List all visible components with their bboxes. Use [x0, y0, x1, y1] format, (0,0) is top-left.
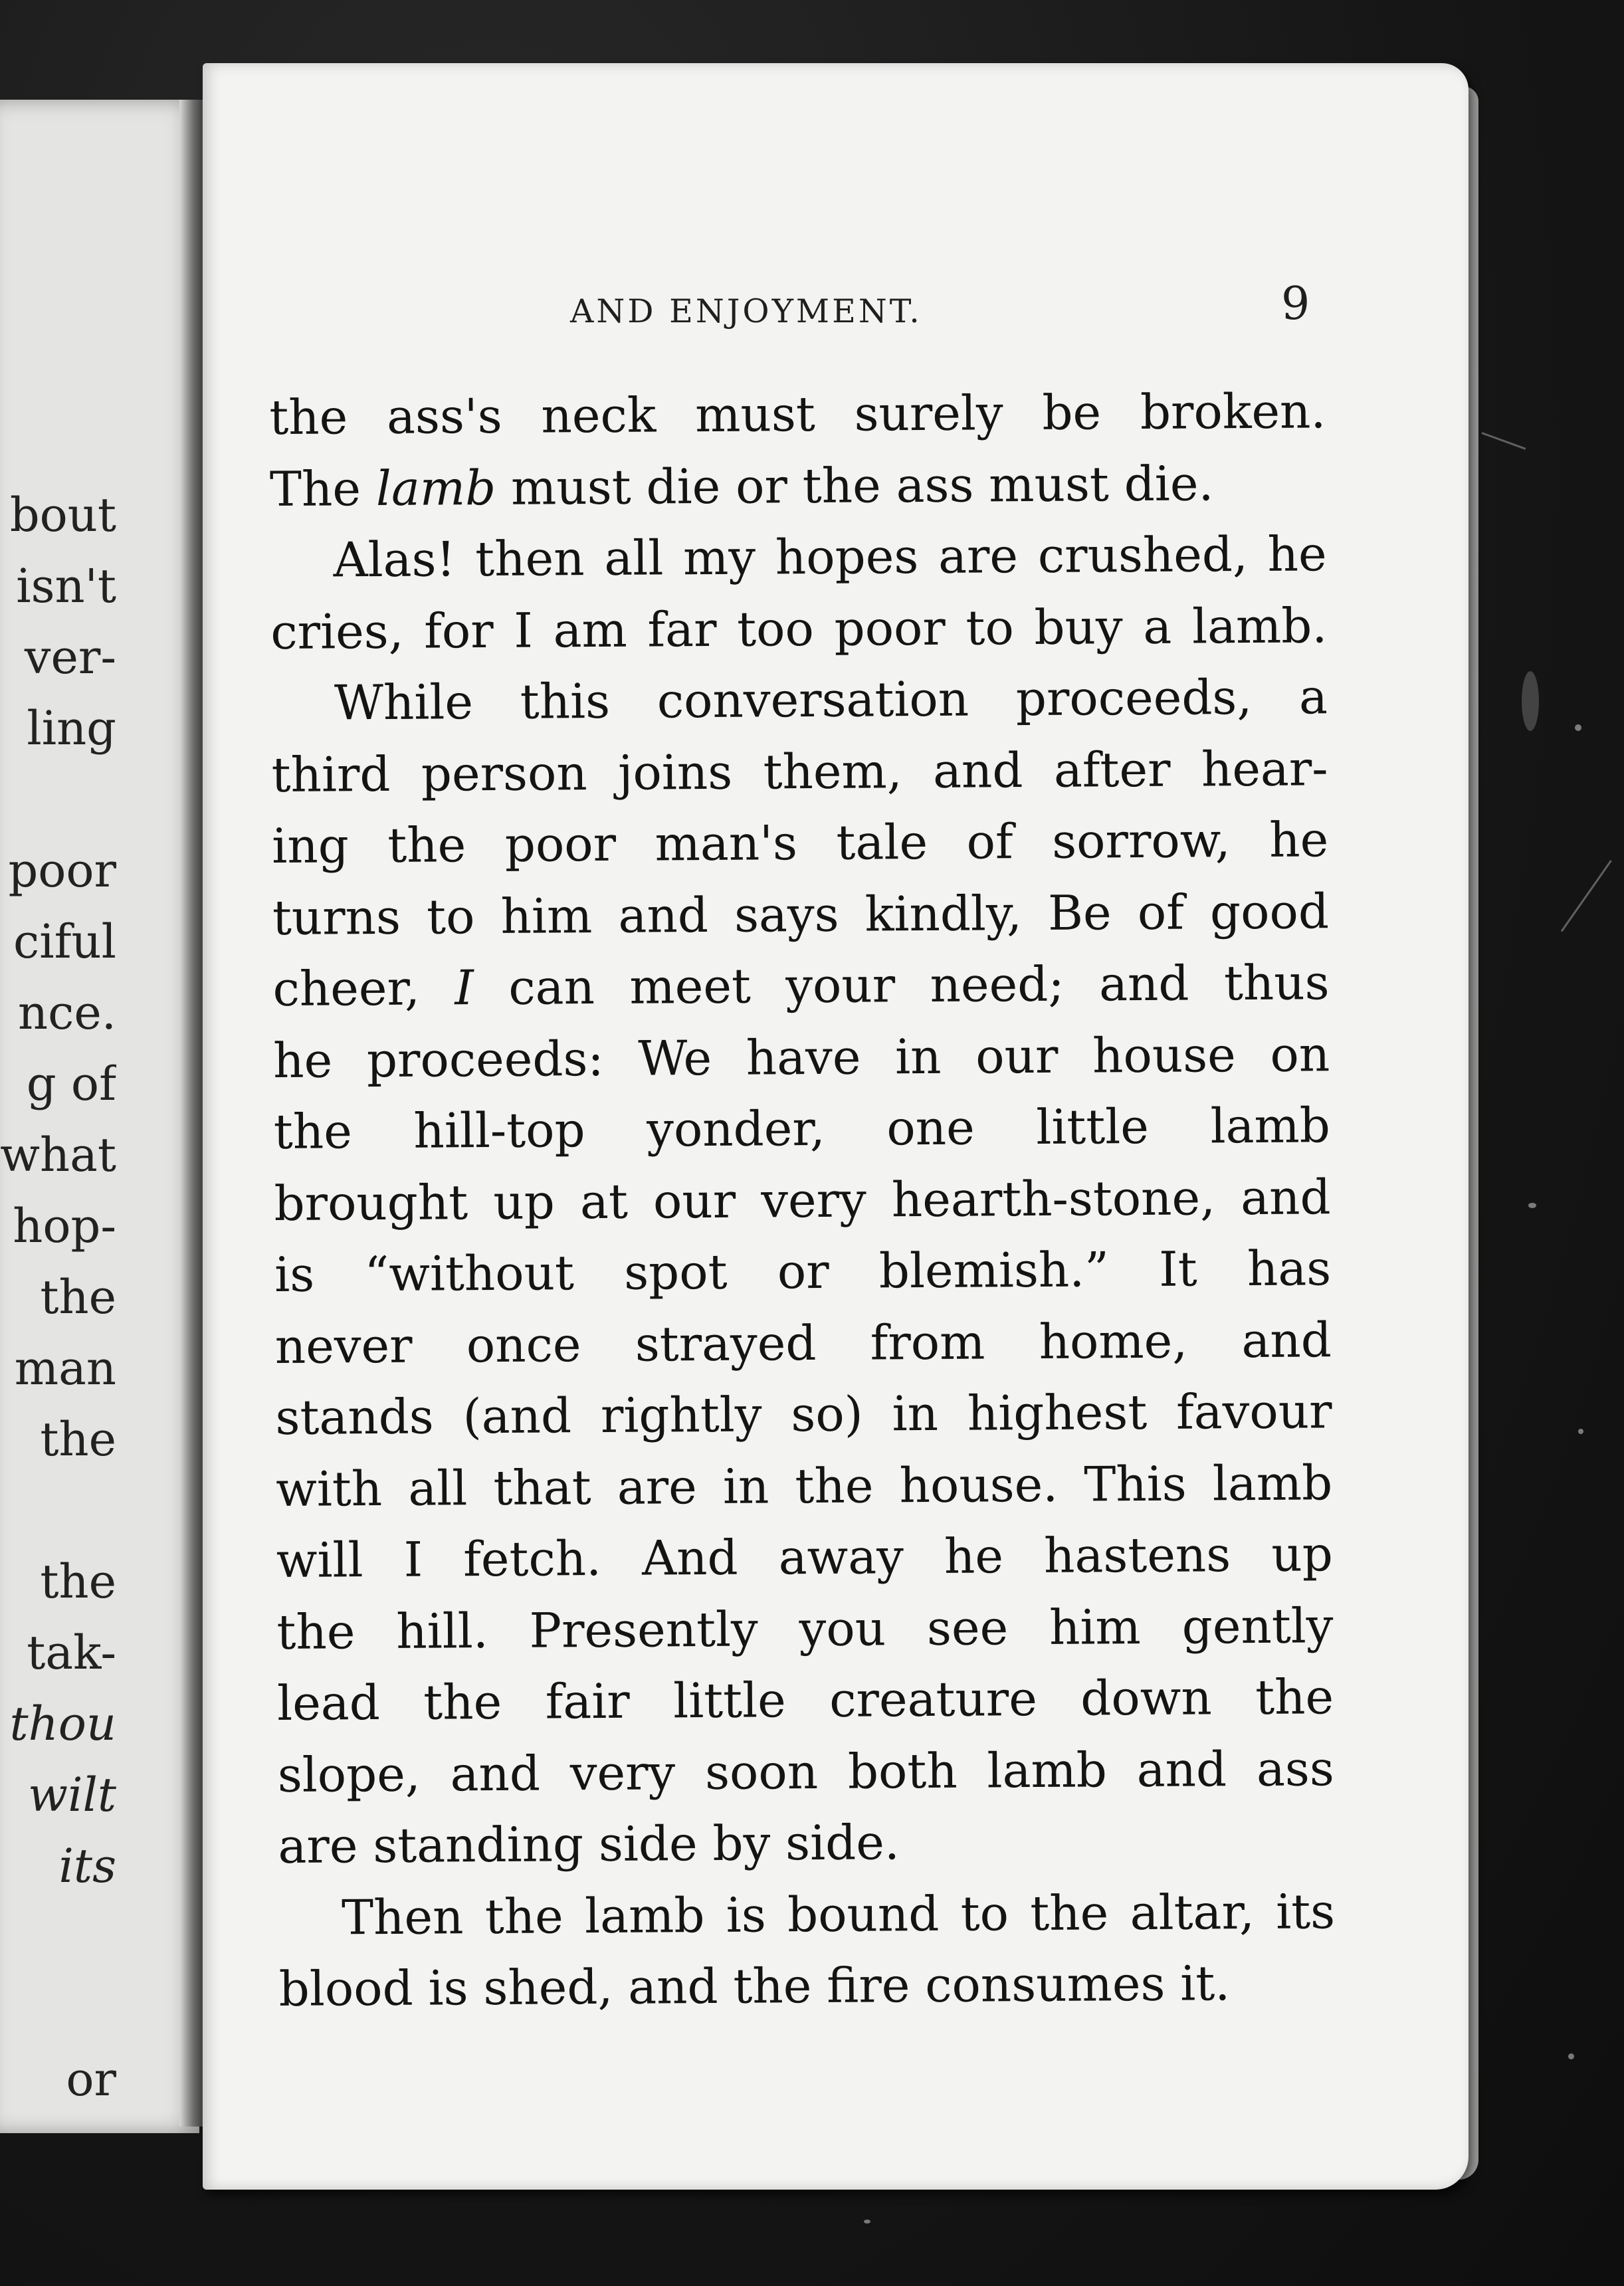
italic-word: I [455, 960, 474, 1016]
text-line: While this conversation proceeds, a [334, 669, 1328, 731]
text-run: must die or the ass must die. [510, 455, 1214, 516]
dust-speck [1568, 2053, 1574, 2059]
left-line: its [58, 1839, 116, 1893]
text-line: Then the lamb is bound to the altar, its [341, 1883, 1336, 1945]
text-line: slope, and very soon both lamb and ass [277, 1740, 1335, 1803]
page-number: 9 [1281, 278, 1310, 330]
left-line: isn't [16, 559, 116, 613]
text-line: ing the poor man's tale of sorrow, he [272, 811, 1329, 874]
left-line: or [66, 2052, 116, 2107]
text-line: the ass's neck must surely be broken. [269, 383, 1326, 445]
left-line: g of [26, 1057, 116, 1111]
text-line: with all that are in the house. This lamb [275, 1454, 1333, 1517]
text-line: blood is shed, and the fire consumes it. [278, 1955, 1231, 2017]
left-line: man [14, 1341, 116, 1396]
left-line [0, 1973, 116, 2044]
left-line [0, 1902, 116, 1973]
text-line: cries, for I am far too poor to buy a lamb. [270, 597, 1328, 660]
left-page-text [0, 480, 116, 2115]
italic-word: lamb [375, 459, 496, 516]
text-run: The [269, 460, 361, 517]
left-line: nce. [18, 986, 116, 1040]
left-line: ling [27, 701, 116, 756]
left-line: ciful [13, 914, 116, 969]
left-line [0, 764, 116, 835]
text-line: brought up at our very hearth-stone, and [274, 1168, 1331, 1231]
left-line: the [40, 1554, 116, 1609]
text-line: the hill-top yonder, one little lamb [273, 1097, 1331, 1160]
text-line: will I fetch. And away he hastens up [276, 1526, 1334, 1588]
text-line: the hill. Presently you see him gently [276, 1597, 1334, 1660]
text-line: turns to him and says kindly, Be of good [272, 883, 1330, 946]
left-line [0, 1475, 116, 1546]
running-head: AND ENJOYMENT. [570, 292, 922, 330]
left-line: tak- [27, 1625, 116, 1680]
left-line: wilt [28, 1768, 116, 1822]
text-line: lead the fair little creature down the [276, 1669, 1334, 1731]
left-line: ver- [24, 630, 116, 684]
body-text [269, 375, 1336, 2025]
dust-speck [1522, 671, 1539, 731]
dust-speck [1528, 1203, 1536, 1208]
left-page [0, 100, 199, 2133]
left-line: bout [9, 488, 116, 542]
left-line: hop- [13, 1199, 116, 1253]
left-line: thou [9, 1697, 116, 1751]
dust-speck [1575, 724, 1581, 731]
dust-speck [864, 2220, 870, 2224]
text-line: are standing side by side. [278, 1814, 900, 1874]
text-line: stands (and rightly so) in highest favour [275, 1383, 1332, 1445]
text-line: third person joins them, and after hear- [271, 740, 1328, 803]
text-line: Alas! then all my hopes are crushed, he [333, 526, 1327, 588]
left-line: the [40, 1412, 116, 1467]
text-line: never once strayed from home, and [274, 1311, 1332, 1374]
left-line: the [40, 1270, 116, 1324]
text-run: can meet your need; and thus [508, 954, 1330, 1015]
dust-speck [1578, 1429, 1583, 1434]
text-run: cheer, [272, 960, 421, 1017]
text-line: is “without spot or blemish.” It has [274, 1240, 1332, 1302]
text-line: he proceeds: We have in our house on [272, 1025, 1330, 1089]
text-line [272, 947, 1330, 1025]
left-line: what [0, 1128, 116, 1182]
text-line [270, 447, 1327, 525]
left-line: poor [8, 843, 116, 898]
